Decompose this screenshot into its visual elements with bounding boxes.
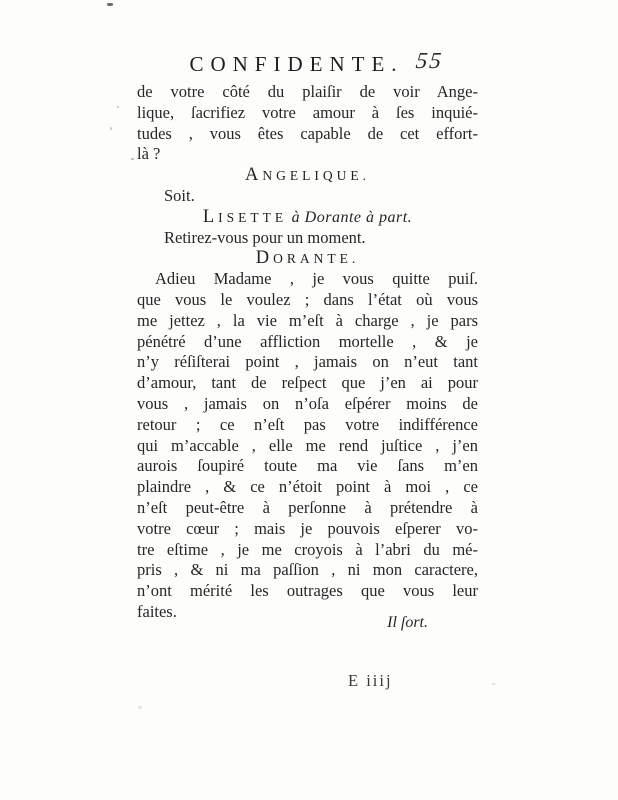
text-column bbox=[137, 82, 478, 634]
scan-speck bbox=[107, 3, 113, 6]
dialogue-line: Retirez-vous pour un moment. bbox=[164, 227, 366, 247]
text-line: là ? bbox=[137, 144, 161, 164]
text-line: que vous le voulez ; dans l’état où vous bbox=[137, 289, 478, 309]
stage-direction: à Dorante à part. bbox=[287, 208, 413, 226]
speaker-heading: ANGELIQUE. bbox=[245, 165, 370, 186]
text-line: faites. bbox=[137, 601, 177, 621]
stage-heading bbox=[137, 207, 478, 228]
text-line: n’ont mérité les outrages que vous leur bbox=[137, 581, 478, 601]
text-line: tre eſtime , je me croyois à l’abri du mé- bbox=[137, 539, 478, 559]
text-line: votre cœur ; mais je pouvois eſperer vo- bbox=[137, 518, 478, 538]
text-line: n’y réſiſterai point , jamais on n’eut tant bbox=[137, 352, 478, 372]
text-line: n’eſt peut-être à perſonne à prétendre à bbox=[137, 497, 478, 517]
text-line: pris , & ni ma paſſion , ni mon caractere, bbox=[137, 560, 478, 580]
text-line: pénétré d’une affliction mortelle , & je bbox=[137, 331, 478, 351]
stage-exit-direction: Il ſort. bbox=[387, 613, 428, 631]
scan-speck bbox=[492, 683, 495, 685]
text-line: retour ; ce n’eſt pas votre indifférence bbox=[137, 414, 478, 434]
running-title: CONFIDENTE. bbox=[189, 52, 404, 76]
text-line: aurois ſoupiré toute ma vie ſans m’en bbox=[137, 456, 478, 476]
text-line: Adieu Madame , je vous quitte puiſ. bbox=[155, 269, 478, 289]
text-line: qui m’accable , elle me rend juſtice , j’en bbox=[137, 435, 478, 455]
text-line: me jettez , la vie m’eſt à charge , je pars bbox=[137, 310, 478, 330]
dialogue-line: Soit. bbox=[164, 185, 195, 205]
scan-speck bbox=[138, 706, 142, 709]
text-line: de votre côté du plaiſir de voir Ange- bbox=[137, 82, 478, 101]
page-number: 55 bbox=[414, 48, 445, 73]
signature-mark: E iiij bbox=[348, 671, 393, 690]
text-line: vous , jamais on n’oſa eſpérer moins de bbox=[137, 393, 478, 413]
text-line: d’amour, tant de reſpect que j’en ai pour bbox=[137, 373, 478, 393]
scan-speck bbox=[117, 106, 119, 108]
stage-speaker-name: LISETTE bbox=[202, 206, 288, 227]
text-line: plaindre , & ce n’étoit point à moi , ce bbox=[137, 477, 478, 497]
text-line: lique, ſacrifiez votre amour à ſes inquié- bbox=[137, 102, 478, 122]
text-line: tudes , vous êtes capable de cet effort- bbox=[137, 123, 478, 143]
scan-speck bbox=[131, 158, 134, 160]
speaker-heading: DORANTE. bbox=[255, 248, 360, 269]
scan-speck bbox=[110, 127, 112, 130]
